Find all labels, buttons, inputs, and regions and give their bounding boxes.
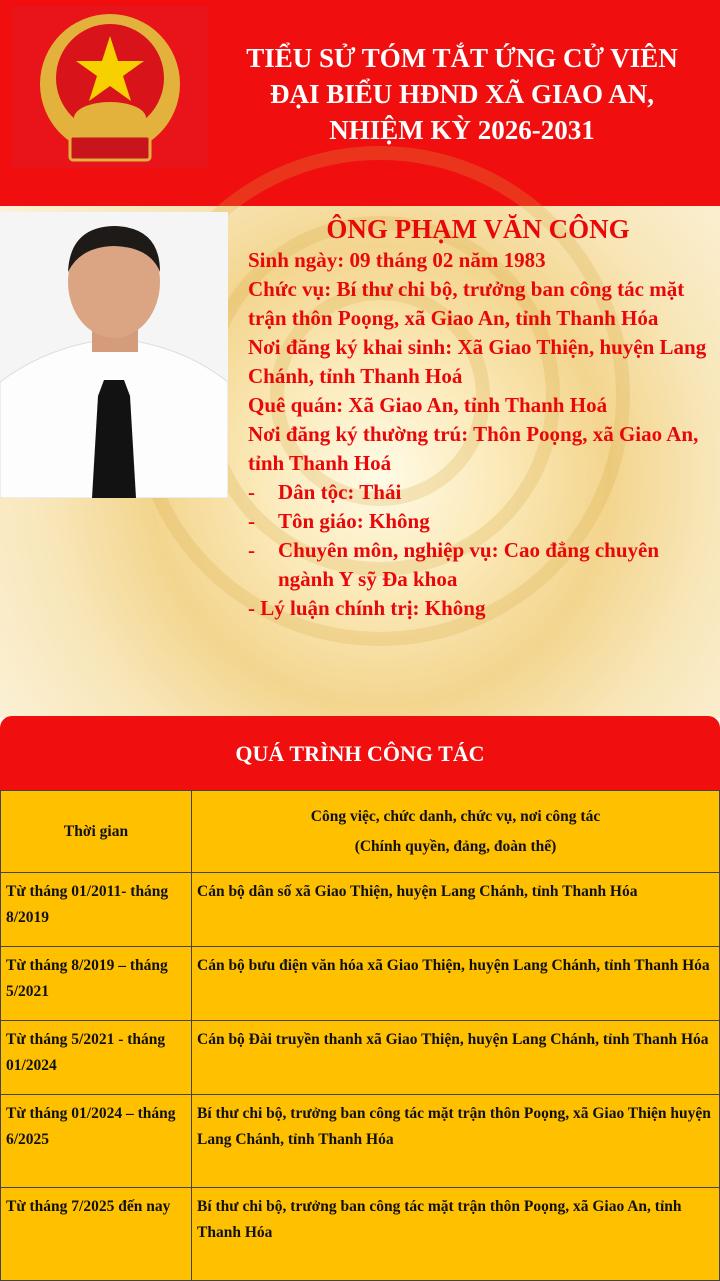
residence: Nơi đăng ký thường trú: Thôn Poọng, xã Giao An, tỉnh Thanh Hoá — [248, 422, 699, 475]
table-cell: Từ tháng 01/2024 – tháng 6/2025 — [1, 1095, 192, 1188]
page-title — [222, 40, 702, 148]
table-row — [1, 947, 720, 1021]
birth-date: Sinh ngày: 09 tháng 02 năm 1983 — [248, 248, 546, 272]
religion: - Tôn giáo: Không — [248, 509, 430, 533]
birth-place: Nơi đăng ký khai sinh: Xã Giao Thiện, huyện Lang Chánh, tỉnh Thanh Hoá — [248, 335, 707, 388]
table-row — [1, 1188, 720, 1281]
ethnicity: - Dân tộc: Thái — [248, 480, 402, 504]
hometown: Quê quán: Xã Giao An, tỉnh Thanh Hoá — [248, 393, 608, 417]
national-emblem-logo — [12, 6, 208, 168]
qualification: - Chuyên môn, nghiệp vụ: Cao đẳng chuyên ngành Y sỹ Đa khoa — [248, 538, 660, 591]
title-line: NHIỆM KỲ 2026-2031 — [329, 115, 595, 145]
table-cell: Bí thư chi bộ, trưởng ban công tác mặt trận thôn Poọng, xã Giao Thiện huyện Lang Chánh, tỉnh Thanh Hóa — [192, 1095, 720, 1188]
candidate-info — [248, 212, 718, 623]
table-cell: Cán bộ bưu điện văn hóa xã Giao Thiện, huyện Lang Chánh, tỉnh Thanh Hóa — [192, 947, 720, 1021]
table-cell: Từ tháng 8/2019 – tháng 5/2021 — [1, 947, 192, 1021]
candidate-photo — [0, 212, 228, 498]
table-cell: Từ tháng 7/2025 đến nay — [1, 1188, 192, 1281]
table-row — [1, 1095, 720, 1188]
table-cell: Bí thư chi bộ, trưởng ban công tác mặt trận thôn Poọng, xã Giao An, tỉnh Thanh Hóa — [192, 1188, 720, 1281]
table-cell: Từ tháng 5/2021 - tháng 01/2024 — [1, 1021, 192, 1095]
candidate-name: ÔNG PHẠM VĂN CÔNG — [326, 214, 630, 244]
table-row — [1, 873, 720, 947]
table-cell: Cán bộ Đài truyền thanh xã Giao Thiện, huyện Lang Chánh, tỉnh Thanh Hóa — [192, 1021, 720, 1095]
table-cell: Cán bộ dân số xã Giao Thiện, huyện Lang Chánh, tỉnh Thanh Hóa — [192, 873, 720, 947]
header-time: Thời gian — [1, 791, 192, 873]
table-cell: Từ tháng 01/2011- tháng 8/2019 — [1, 873, 192, 947]
position: Chức vụ: Bí thư chi bộ, trưởng ban công tác mặt trận thôn Poọng, xã Giao An, tỉnh Thanh Hóa — [248, 277, 685, 330]
header-work: Công việc, chức danh, chức vụ, nơi công tác (Chính quyền, đảng, đoàn thể) — [192, 791, 720, 873]
title-line: TIỂU SỬ TÓM TẮT ỨNG CỬ VIÊN — [246, 43, 678, 73]
section-title: QUÁ TRÌNH CÔNG TÁC — [0, 716, 720, 792]
table-header-row — [1, 791, 720, 873]
title-line: ĐẠI BIỂU HĐND XÃ GIAO AN, — [269, 79, 655, 109]
table-row — [1, 1021, 720, 1095]
political-theory: - Lý luận chính trị: Không — [248, 596, 486, 620]
work-history-table — [0, 790, 720, 1281]
